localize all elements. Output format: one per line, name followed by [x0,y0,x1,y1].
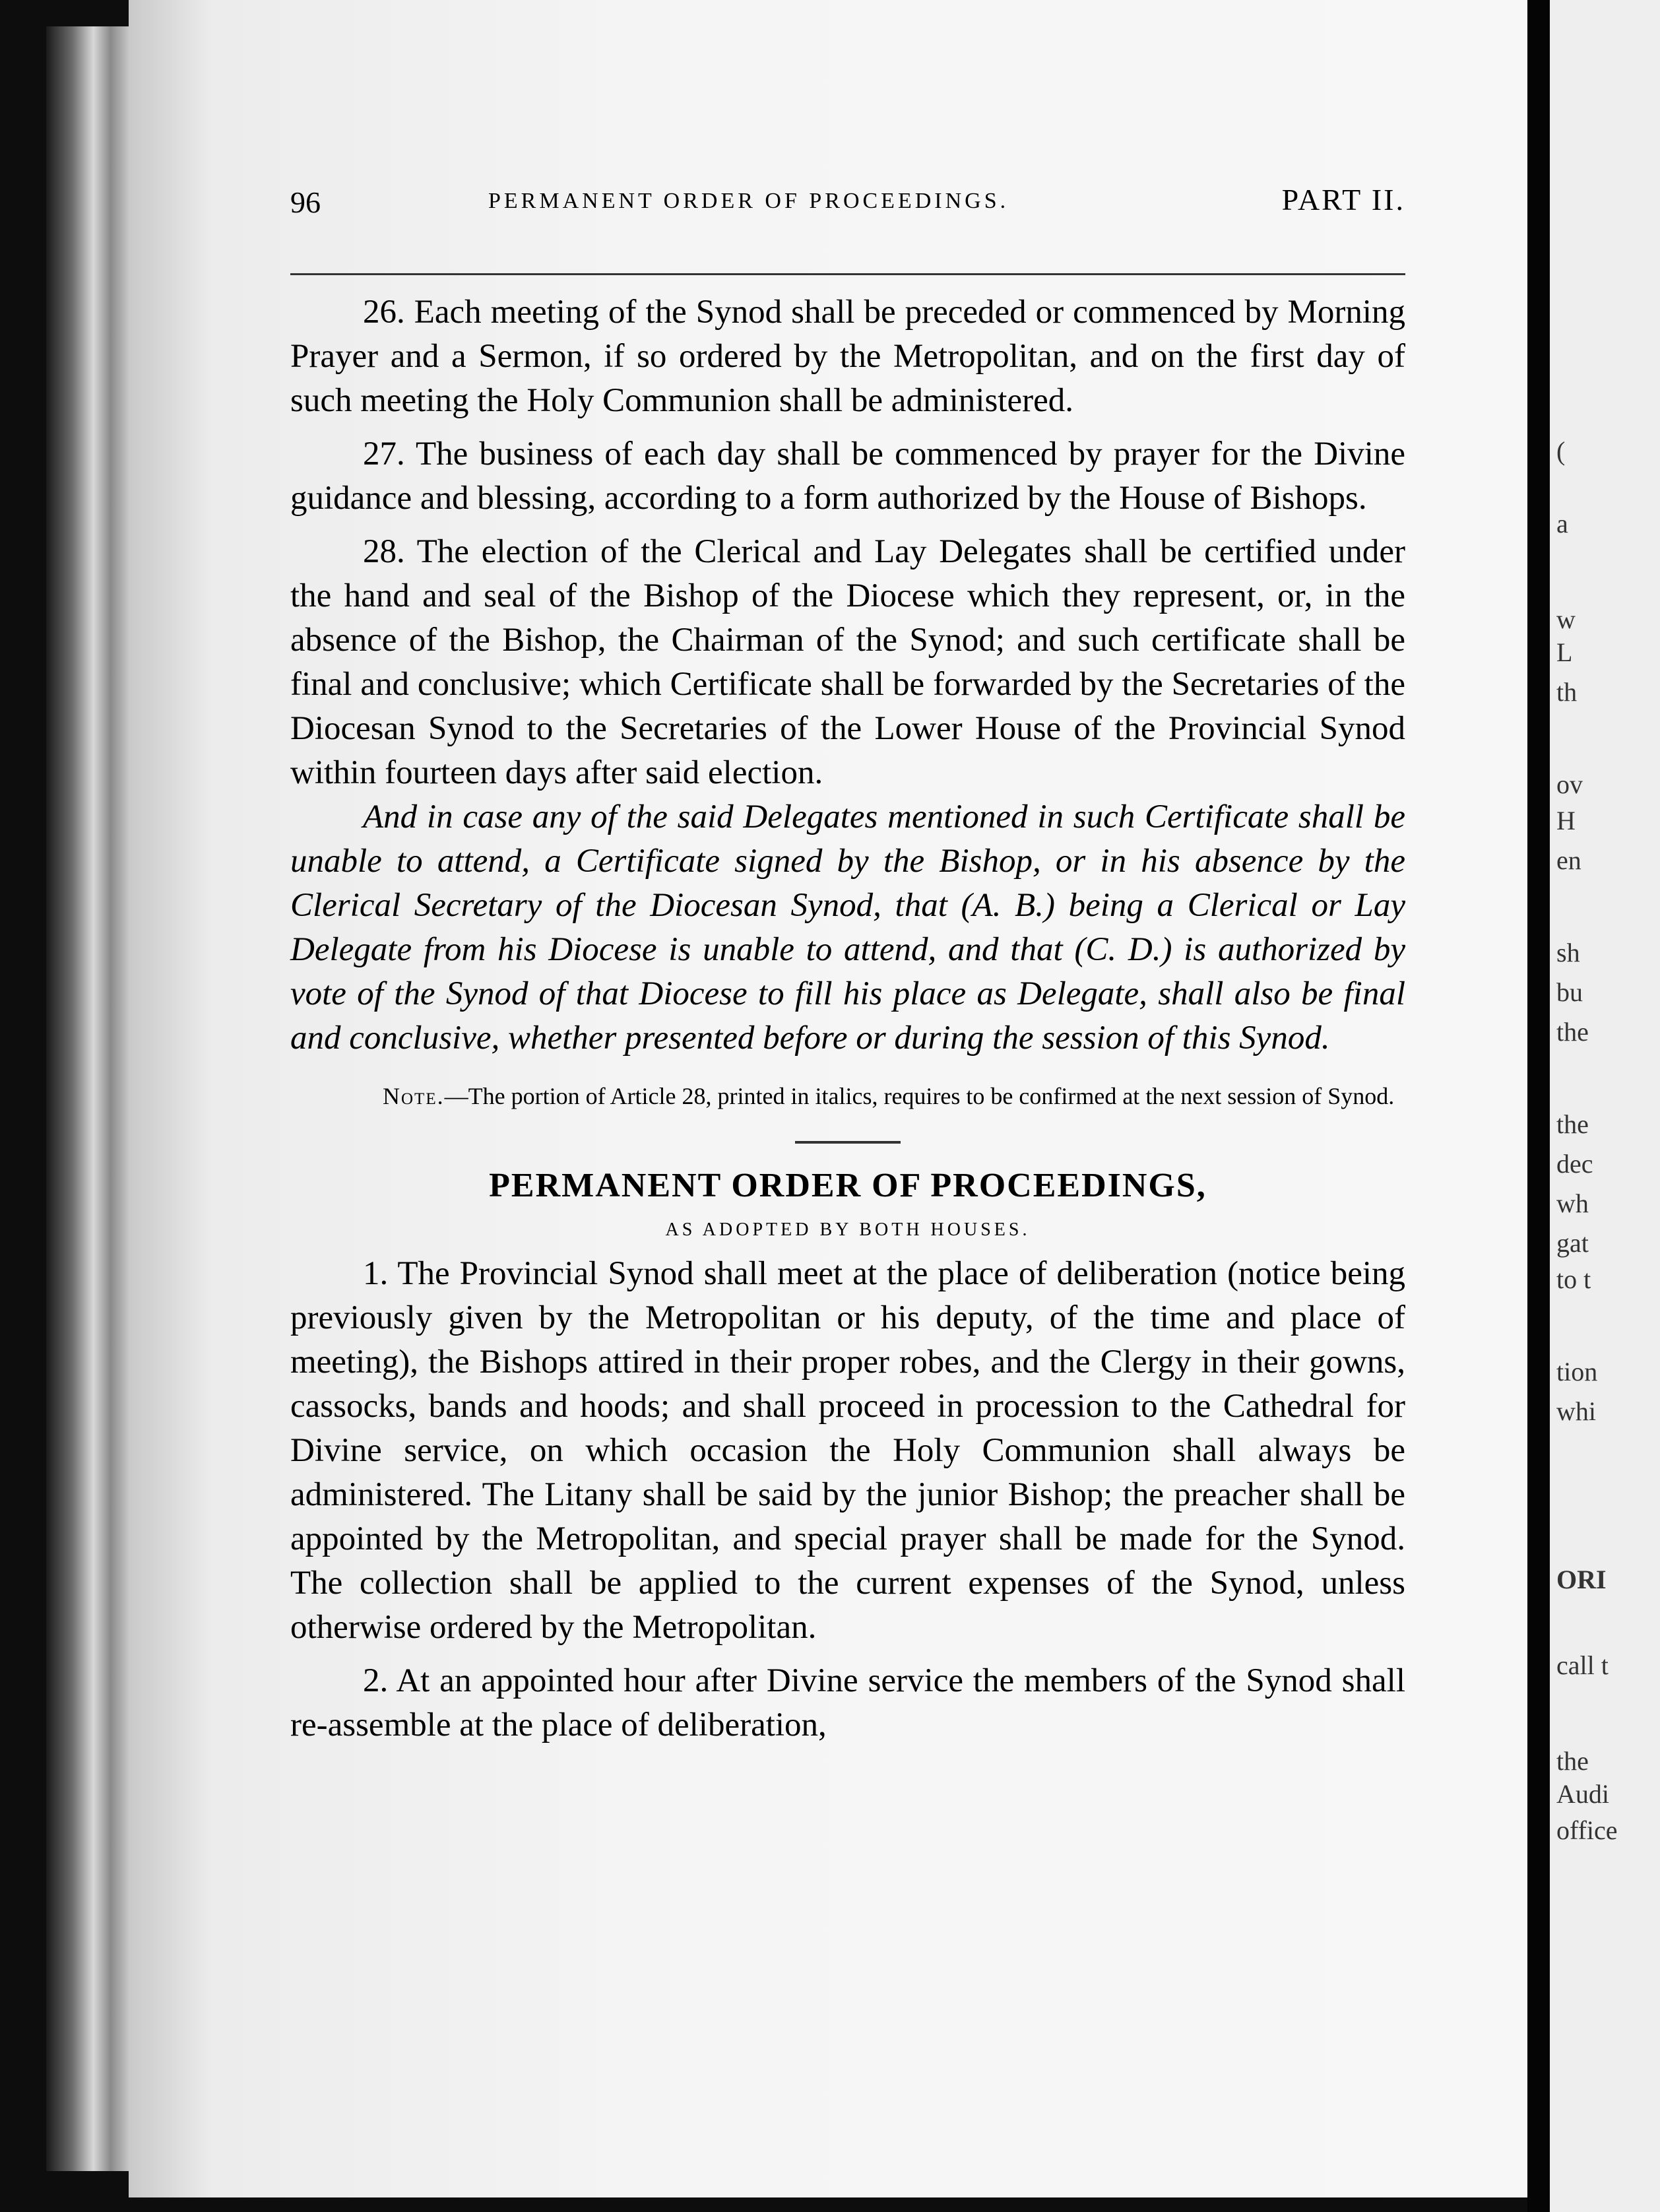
running-head: PERMANENT ORDER OF PROCEEDINGS. [488,189,1009,213]
article-27: 27. The business of each day shall be commenced by prayer for the Divine guidance and blessing, according to a form authorized by the House of Bishops. [290,436,1405,517]
fragment-text: gat [1556,1228,1589,1258]
fragment-text: call t [1556,1650,1609,1680]
page-number: 96 [290,185,321,219]
page-header [290,177,1405,223]
fragment-text: office [1556,1815,1618,1845]
article-28: 28. The election of the Clerical and Lay Delegates shall be certified under the hand and seal of the Bishop of the Diocese which they represent, or, in the absence of the Bishop, the Chairman of the Synod; and such certificate shall be final and conclusive; which Certificate shall be forwarded by the Secretaries of the Diocesan Synod to the Secretaries of the Lower House of the Provincial Synod within fourteen days after said election. [290,533,1405,791]
fragment-text: ORI [1556,1565,1607,1594]
note [290,1080,1405,1112]
fragment-text: ov [1556,769,1583,799]
fragment-text: to t [1556,1264,1591,1294]
note-text: —The portion of Article 28, printed in italics, requires to be confirmed at the next session of Synod. [444,1083,1395,1109]
part-label: PART II. [1281,183,1405,216]
section-title: PERMANENT ORDER OF PROCEEDINGS, [489,1167,1207,1204]
fragment-text: tion [1556,1357,1598,1386]
header-rule [290,273,1405,275]
article-28-italic: And in case any of the said Delegates mentioned in such Certificate shall be unable to attend, a Certificate signed by the Bishop, or in his absence by the Clerical Secretary of the Diocesan Synod, that (A. B.) being a Clerical or Lay Delegate from his Diocese is unable to attend, and that (C. D.) is authorized by vote of the Synod of that Diocese to fill his place as Delegate, shall also be final and conclusive, whether presented before or during the session of this Synod. [290,798,1405,1057]
fragment-text: the [1556,1109,1589,1139]
note-label: Note. [383,1083,445,1109]
fragment-text: Audi [1556,1779,1609,1809]
fragment-text: bu [1556,977,1583,1007]
fragment-text: sh [1556,938,1580,967]
article-26: 26. Each meeting of the Synod shall be preceded or commenced by Morning Prayer and a Sermon, if so ordered by the Metropolitan, and on the first day of such meeting the Holy Communion shall be administered. [290,294,1405,419]
fragment-text: en [1556,845,1581,875]
fragment-text: dec [1556,1149,1593,1179]
fragment-text: th [1556,677,1578,707]
book-gutter [1527,0,1550,2212]
fragment-text: w [1556,604,1576,634]
fragment-text: H [1556,806,1576,835]
right-page-fragment [1550,0,1660,2212]
fragment-text: a [1556,509,1568,538]
page-edges-strip [46,26,132,2171]
fragment-text: L [1556,637,1573,667]
fragment-text: the [1556,1017,1589,1047]
section-subtitle: AS ADOPTED BY BOTH HOUSES. [665,1220,1031,1240]
fragment-text: whi [1556,1396,1596,1426]
fragment-text: wh [1556,1188,1589,1218]
fragment-text: ( [1556,436,1566,466]
body-text [290,290,1405,1747]
fragment-text: the [1556,1746,1589,1776]
rule-2: 2. At an appointed hour after Divine service the members of the Synod shall re-assemble at the place of deliberation, [290,1662,1405,1743]
rule-1: 1. The Provincial Synod shall meet at the place of deliberation (notice being previously given by the Metropolitan or his deputy, of the time and place of meeting), the Bishops attired in their proper robes, and the Clergy in their gowns, cassocks, bands and hoods; and shall proceed in procession to the Cathedral for Divine service, on which occasion the Holy Communion shall always be administered. The Litany shall be said by the junior Bishop; the preacher shall be appointed by the Metropolitan, and special prayer shall be made for the Synod. The collection shall be applied to the current expenses of the Synod, unless otherwise ordered by the Metropolitan. [290,1255,1405,1646]
section-divider [795,1141,901,1144]
